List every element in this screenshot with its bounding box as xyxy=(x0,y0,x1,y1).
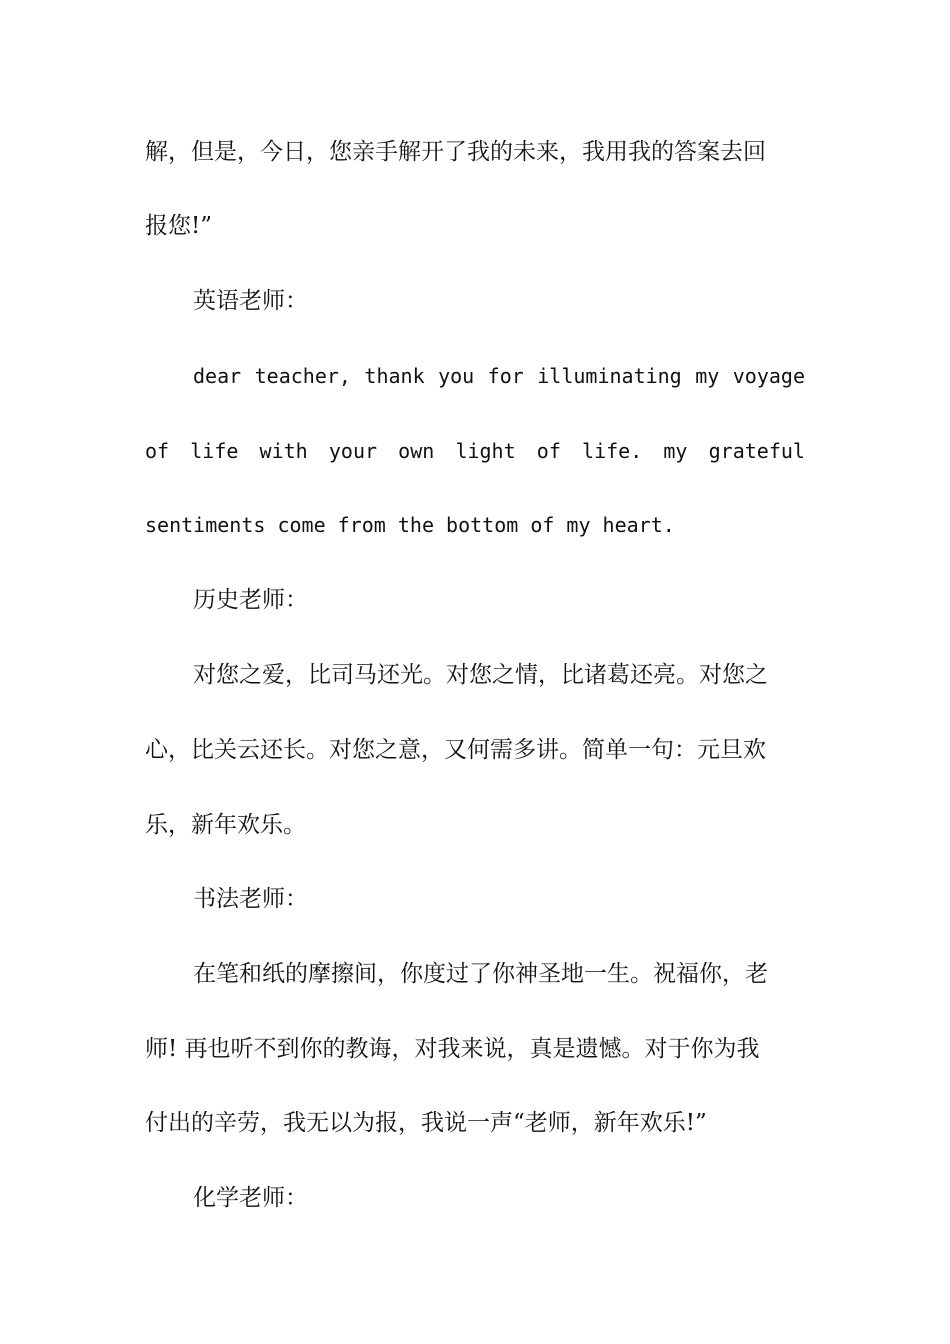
word: life. xyxy=(582,439,643,463)
word: with xyxy=(259,439,308,463)
word: your xyxy=(328,439,378,463)
paragraph-line: 解，但是，今日，您亲手解开了我的未来，我用我的答案去回 xyxy=(145,139,766,165)
word: own xyxy=(398,439,435,463)
paragraph-line: 在笔和纸的摩擦间，你度过了你神圣地一生。祝福你，老 xyxy=(193,961,768,987)
paragraph-line: 对您之爱，比司马还光。对您之情，比诸葛还亮。对您之 xyxy=(193,662,768,688)
paragraph-line: 心，比关云还长。对您之意，又何需多讲。简单一句：元旦欢 xyxy=(145,737,766,763)
paragraph-line: 付出的辛劳，我无以为报，我说一声“老师，新年欢乐!” xyxy=(145,1110,707,1136)
word: teacher, xyxy=(254,364,351,388)
word: of xyxy=(536,439,561,463)
word: you xyxy=(438,364,475,388)
word: grateful xyxy=(708,439,805,463)
english-paragraph-line: sentiments come from the bottom of my heart. xyxy=(145,513,675,537)
paragraph-line: 乐，新年欢乐。 xyxy=(145,812,306,838)
section-heading-history-teacher: 历史老师： xyxy=(193,587,308,613)
word: for xyxy=(487,364,524,388)
word: voyage xyxy=(732,364,805,388)
word: life xyxy=(190,439,239,463)
section-heading-calligraphy-teacher: 书法老师： xyxy=(193,886,308,912)
paragraph-line: 报您!” xyxy=(145,213,213,239)
section-heading-english-teacher: 英语老师： xyxy=(193,288,308,314)
english-paragraph-line xyxy=(145,431,805,471)
word: my xyxy=(695,364,720,388)
word: of xyxy=(145,439,170,463)
word: my xyxy=(663,439,688,463)
word: dear xyxy=(193,364,242,388)
paragraph-line: 师! 再也听不到你的教诲，对我来说，真是遗憾。对于你为我 xyxy=(145,1036,760,1062)
english-paragraph-line xyxy=(193,356,805,396)
word: light xyxy=(455,439,516,463)
section-heading-chemistry-teacher: 化学老师： xyxy=(193,1185,308,1211)
word: illuminating xyxy=(537,364,682,388)
word: thank xyxy=(364,364,425,388)
